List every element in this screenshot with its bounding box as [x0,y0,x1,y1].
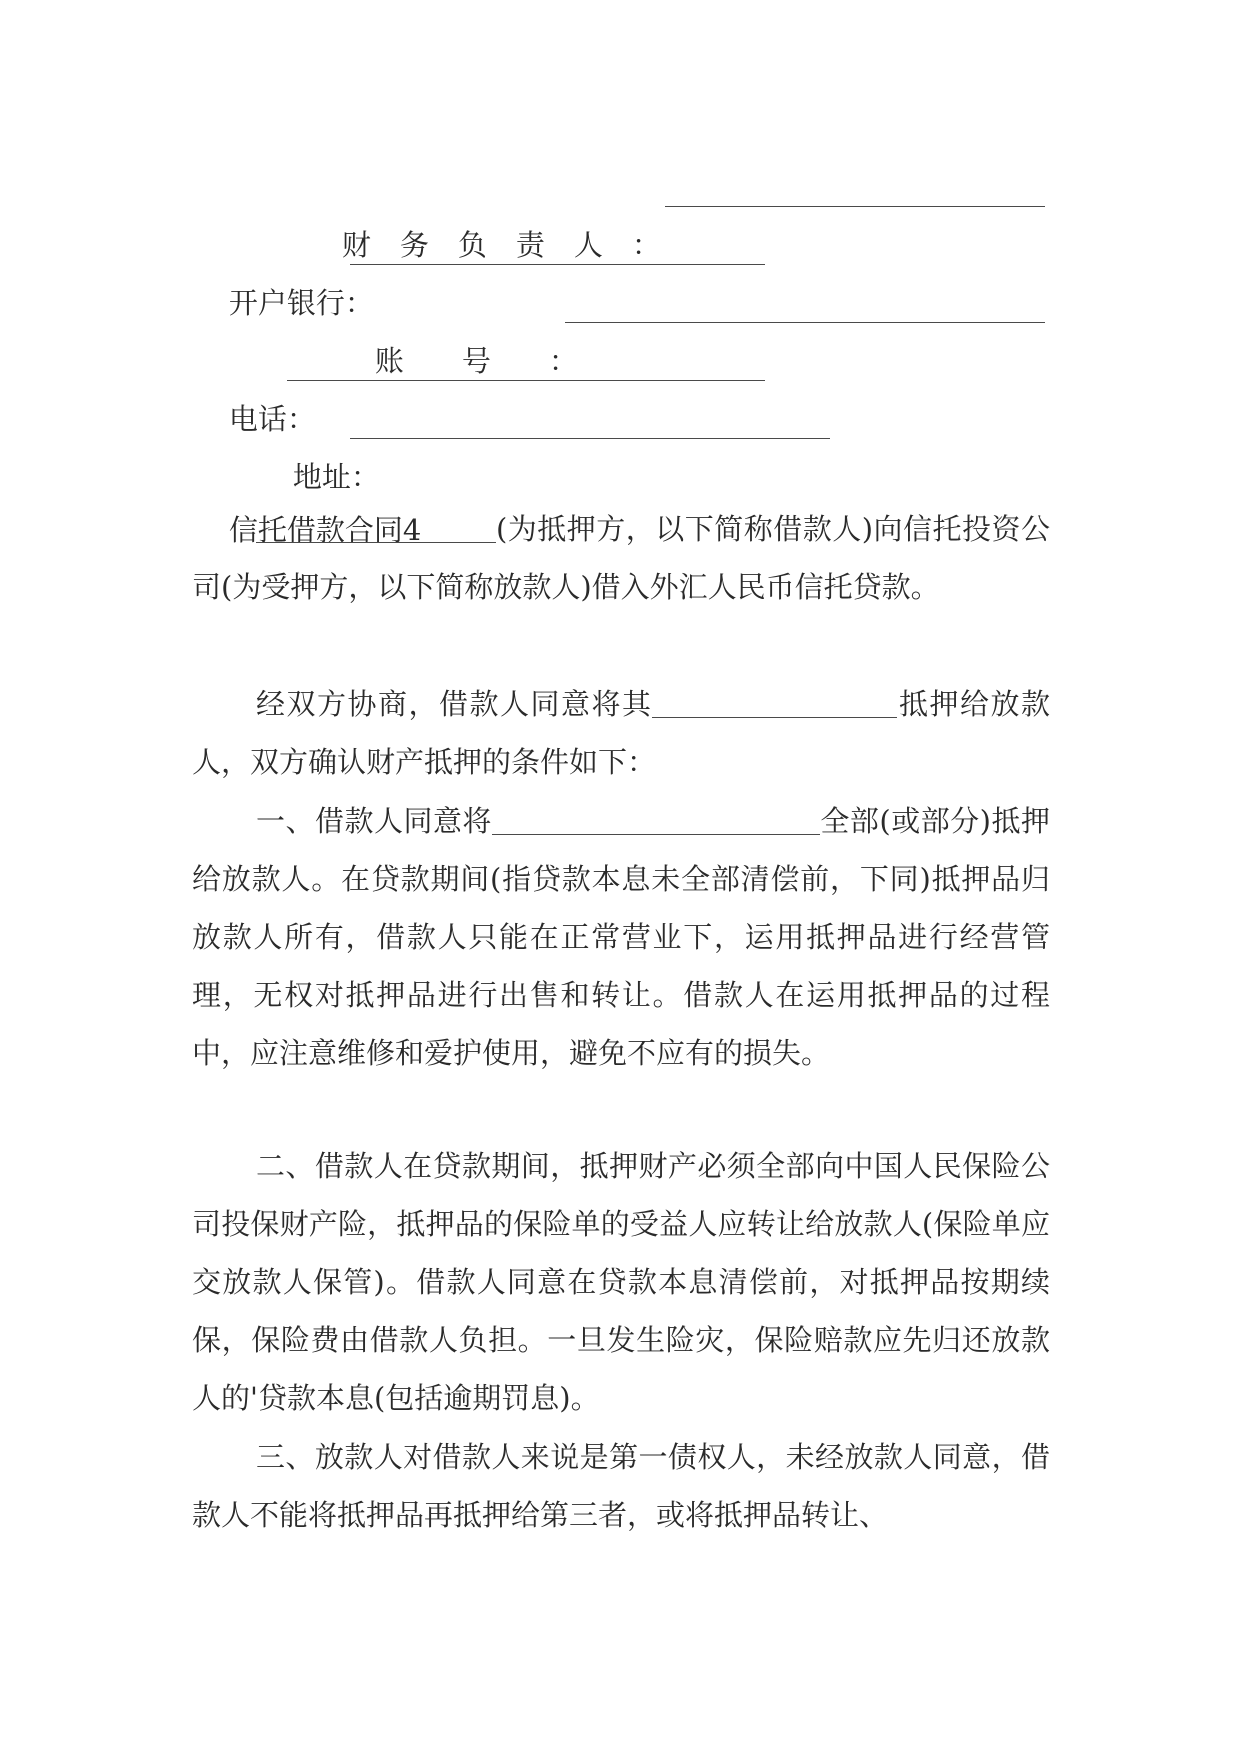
address-label: 地址： [292,460,380,494]
mortgage-item-blank[interactable] [492,804,820,835]
bank-label: 开户银行： [228,286,374,320]
paragraph-1: (为抵押方，以下简称借款人)向信托投资公司(为受押方，以下简称放款人)借入外汇人民币信托贷款。 [192,512,1050,604]
bank-blank[interactable] [350,234,765,265]
phone-label: 电话： [228,402,316,436]
finance-officer-label: 财 务 负 责 人 ： [341,228,661,262]
borrower-name-blank[interactable] [256,512,496,543]
paragraph-4: 二、借款人在贷款期间，抵押财产必须全部向中国人民保险公司投保财产险，抵押品的保险单的受益人应转让给放款人(保险单应交放款人保管)。借款人同意在贷款本息清偿前，对抵押品按期续保，保险费由借款人负担。一旦发生险灾，保险赔款应先归还放款人的'贷款本息(包括逾期罚息)。 [192,1149,1050,1415]
paragraph-3: 一、借款人同意将 全部(或部分)抵押给放款人。在贷款期间(指贷款本息未全部清偿前，下同)抵押品归放款人所有，借款人只能在正常营业下，运用抵押品进行经营管理，无权对抵押品进行出售和转让。借款人在运用抵押品的过程中，应注意维修和爱护使用，避免不应有的损失。 [192,804,1050,1070]
account-blank[interactable] [565,292,1045,323]
finance-officer-blank[interactable] [665,176,1045,207]
address-blank[interactable] [350,408,830,439]
collateral-blank[interactable] [652,687,897,718]
paragraph-2: 经双方协商，借款人同意将其 抵押给放款人，双方确认财产抵押的条件如下： [192,687,1050,779]
account-label: 账 号 ： [374,344,578,378]
document-title: 信托借款合同4 [228,513,422,547]
paragraph-5: 三、放款人对借款人来说是第一债权人，未经放款人同意，借款人不能将抵押品再抵押给第三者，或将抵押品转让、 [192,1440,1050,1532]
phone-blank[interactable] [287,350,765,381]
